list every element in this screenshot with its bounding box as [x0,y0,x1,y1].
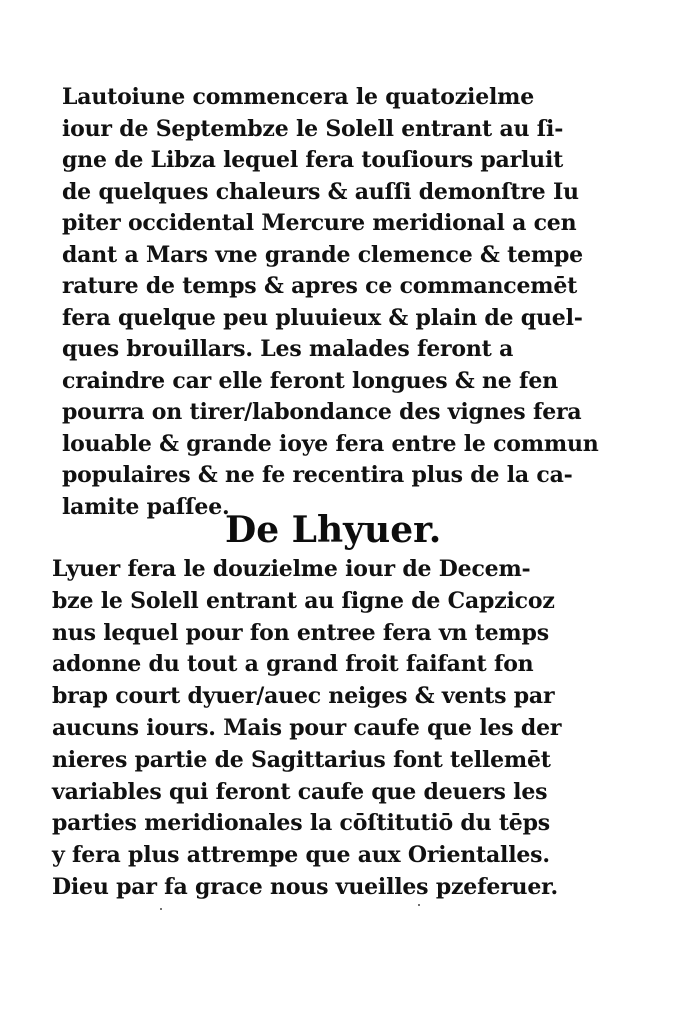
text-line: gne de Libza lequel fera touſiours parluit [62,147,564,173]
winter-paragraph [52,554,622,904]
text-line: Lyuer fera le douzielme iour de Decem- [52,556,531,582]
text-line: pourra on tirer/labondance des vignes fera [62,399,582,425]
text-line: ques brouillars. Les malades feront a [62,336,514,362]
ink-speck [160,908,162,910]
text-line: parties meridionales la cōſtitutiō du tēps [52,810,550,837]
text-line: Dieu par fa grace nous vueilles pzeferuer. [52,873,558,900]
text-line: Lautoiune commencera le quatozielme [62,84,535,110]
text-line: adonne du tout a grand froit faifant fon [52,651,534,678]
text-line: de quelques chaleurs & auſſi demonſtre Iu [62,178,579,205]
section-heading: De Lhyuer. [225,509,442,551]
text-line: aucuns iours. Mais pour caufe que les der [52,714,562,741]
text-line: fera quelque peu pluuieux & plain de quel- [62,304,583,331]
text-line: lamite paſſee. [62,493,230,520]
text-line: piter occidental Mercure meridional a cen [62,210,577,236]
text-line: y fera plus attrempe que aux Orientalles. [52,842,550,869]
text-line: populaires & ne fe recentira plus de la ca- [62,462,573,488]
text-line: iour de Septembze le Solell entrant au ſi- [62,115,564,142]
text-line: dant a Mars vne grande clemence & tempe [62,241,583,268]
text-line: craindre car elle feront longues & ne fen [62,367,558,394]
text-line: variables qui feront caufe que deuers les [52,778,548,805]
text-line: nus lequel pour fon entree fera vn temps [52,619,549,646]
ink-speck [418,904,420,906]
text-line: nieres partie de Sagittarius font tellemēt [52,746,551,773]
text-line: louable & grande ioye fera entre le commun [62,430,599,457]
text-line: rature de temps & apres ce commancemēt [62,273,578,299]
text-line: bze le Solell entrant au ſigne de Capzicoz [52,587,555,614]
autumn-paragraph [62,82,622,523]
text-line: brap court dyuer/auec neiges & vents par [52,683,555,710]
